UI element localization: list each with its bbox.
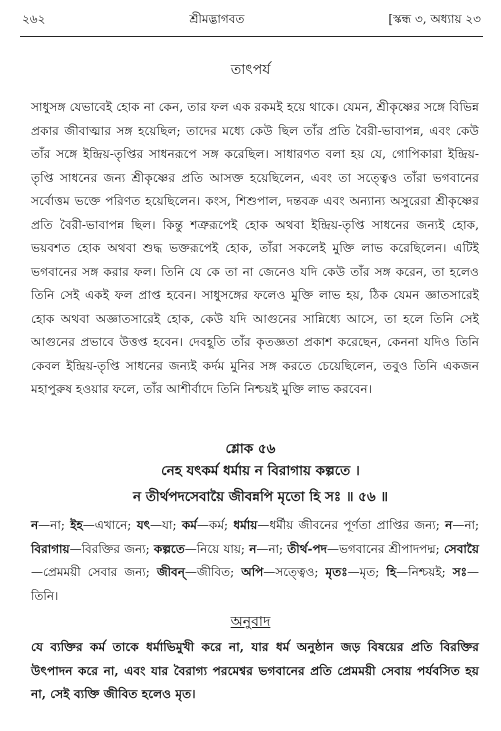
header-rule xyxy=(20,36,483,37)
synonym-word: সঃ xyxy=(452,565,468,579)
synonym-meaning: ধর্মীয় জীবনের পূর্ণতা প্রাপ্তির জন্য xyxy=(269,518,436,532)
synonym-meaning: কর্ম xyxy=(208,518,224,532)
synonym-word: ন xyxy=(445,518,453,532)
synonym-meaning: ভগবানের শ্রীপাদপদ্ম xyxy=(338,541,436,556)
synonym-word: জীবন্ xyxy=(156,565,185,579)
synonym-meaning: নিশ্চয়ই xyxy=(408,565,442,579)
word-for-word-synonyms: ন—না; ইহ—এখানে; যৎ—যা; কর্ম—কর্ম; ধর্মায়—ধর্মীয় জীবনের পূর্ণতা প্রাপ্তির জন্য; ন—না; বিরাগায়—বিরক্তির জন্য; কল্পতে—নিয়ে যায়; ন—না; তীর্থ-পদ—ভগবানের শ্রীপাদপদ্ম; সেবায়ৈ—প্রেমময়ী সেবার জন্য; জীবন্—জীবিত; অপি—সত্ত্বেও; মৃতঃ—মৃত; হি—নিশ্চয়ই; সঃ—তিনি। xyxy=(31,518,480,603)
synonym-word: অপি xyxy=(241,565,264,579)
synonym-word: ন xyxy=(31,518,39,532)
synonym-meaning: বিরক্তির জন্য xyxy=(81,541,146,556)
synonym-word: ইহ xyxy=(70,518,83,532)
synonym-meaning: না xyxy=(50,518,61,532)
synonym-word: সেবায়ৈ xyxy=(443,541,480,556)
page-header xyxy=(22,10,481,32)
synonym-meaning: প্রেমময়ী সেবার জন্য xyxy=(43,565,146,579)
chapter-reference: [স্কন্ধ ৩, অধ্যায় ২৩ xyxy=(388,12,481,26)
synonym-meaning: সত্ত্বেও xyxy=(275,565,315,579)
synonym-meaning: তিনি xyxy=(31,588,55,603)
synonym-meaning: এখানে xyxy=(94,518,128,532)
verse-heading: শ্লোক ৫৬ xyxy=(225,441,276,457)
synonym-word: মৃতঃ xyxy=(325,565,348,579)
synonym-meaning: মৃত xyxy=(359,565,376,579)
synonym-word: ধর্মায় xyxy=(233,518,258,532)
synonym-word: তীর্থ-পদ xyxy=(287,541,327,556)
synonym-meaning: যা xyxy=(162,518,173,532)
verse-line-1: নেহ যৎকর্ম ধর্মায় ন বিরাগায় কল্পতে । xyxy=(161,463,360,479)
synonym-word: কল্পতে xyxy=(153,541,185,556)
purport-heading: তাৎপর্য xyxy=(230,62,271,78)
synonym-meaning: জীবিত xyxy=(196,565,231,579)
page-number: ২৬২ xyxy=(22,12,46,26)
translation-text: যে ব্যক্তির কর্ম তাকে ধর্মাভিমুখী করে না, যার ধর্ম অনুষ্ঠান জড় বিষয়ের প্রতি বিরক্তির উৎপাদন করে না, এবং যার বৈরাগ্য পরমেশ্বর ভগবানের প্রতি প্রেমময়ী সেবায় পর্যবসিত হয় না, সেই ব্যক্তি জীবিত হলেও মৃত। xyxy=(31,640,479,701)
synonym-word: ন xyxy=(249,541,257,556)
translation-heading: অনুবাদ xyxy=(230,614,271,630)
book-title: শ্রীমদ্ভাগবত xyxy=(189,12,245,26)
synonym-meaning: না xyxy=(268,541,280,556)
synonym-word: যৎ xyxy=(136,518,151,532)
synonym-word: হি xyxy=(386,565,397,579)
synonym-meaning: নিয়ে যায় xyxy=(196,541,241,556)
synonym-word: কর্ম xyxy=(181,518,197,532)
verse-line-2: ন তীর্থপদসেবায়ৈ জীবন্নপি মৃতো হি সঃ ॥ ৫৬ ॥ xyxy=(132,489,389,505)
purport-text: সাধুসঙ্গ যেভাবেই হোক না কেন, তার ফল এক রকমই হয়ে থাকে। যেমন, শ্রীকৃষ্ণের সঙ্গে বিভিন্ন প্রকার জীবাত্মার সঙ্গ হয়েছিল; তাদের মধ্যে কেউ ছিল তাঁর প্রতি বৈরী-ভাবাপন্ন, এবং কেউ তাঁর সঙ্গে ইন্দ্রিয়-তৃপ্তির সাধনরূপে সঙ্গ করেছিল। সাধারণত বলা হয় যে, গোপিকারা ইন্দ্রিয়-তৃপ্তি সাধনের জন্য শ্রীকৃষ্ণের প্রতি আসক্ত হয়েছিলেন, এবং তা সত্ত্বেও তাঁরা ভগবানের সর্বোত্তম ভক্তে পরিণত হয়েছিলেন। কংস, শিশুপাল, দন্তবক্র এবং অন্যান্য অসুরেরা শ্রীকৃষ্ণের প্রতি বৈরী-ভাবাপন্ন ছিল। কিন্তু শত্রুরূপেই হোক অথবা ইন্দ্রিয়-তৃপ্তি সাধনের জন্যই হোক, ভয়বশত হোক অথবা শুদ্ধ ভক্তরূপেই হোক, তাঁরা সকলেই মুক্তি লাভ করেছিলেন। এটিই ভগবানের সঙ্গ করার ফল। তিনি যে কে তা না জেনেও যদি কেউ তাঁর সঙ্গ করেন, তা হলেও তিনি সেই একই ফল প্রাপ্ত হবেন। সাধুসঙ্গের ফলেও মুক্তি লাভ হয়, ঠিক যেমন জ্ঞাতসারেই হোক অথবা অজ্ঞাতসারেই হোক, কেউ যদি আগুনের সান্নিধ্যে আসে, তা হলে তিনি সেই আগুনের প্রভাবে উত্তপ্ত হবেন। দেবহূতি তাঁর কৃতজ্ঞতা প্রকাশ করেছেন, কেননা যদিও তিনি কেবল ইন্দ্রিয়-তৃপ্তি সাধনের জন্যই কর্দম মুনির সঙ্গ করতে চেয়েছিলেন, তবুও তিনি একজন মহাপুরুষ হওয়ার ফলে, তাঁর আশীর্বাদে তিনি নিশ্চয়ই মুক্তি লাভ করবেন। xyxy=(31,100,479,396)
synonym-meaning: না xyxy=(464,518,475,532)
synonym-word: বিরাগায় xyxy=(31,541,70,556)
